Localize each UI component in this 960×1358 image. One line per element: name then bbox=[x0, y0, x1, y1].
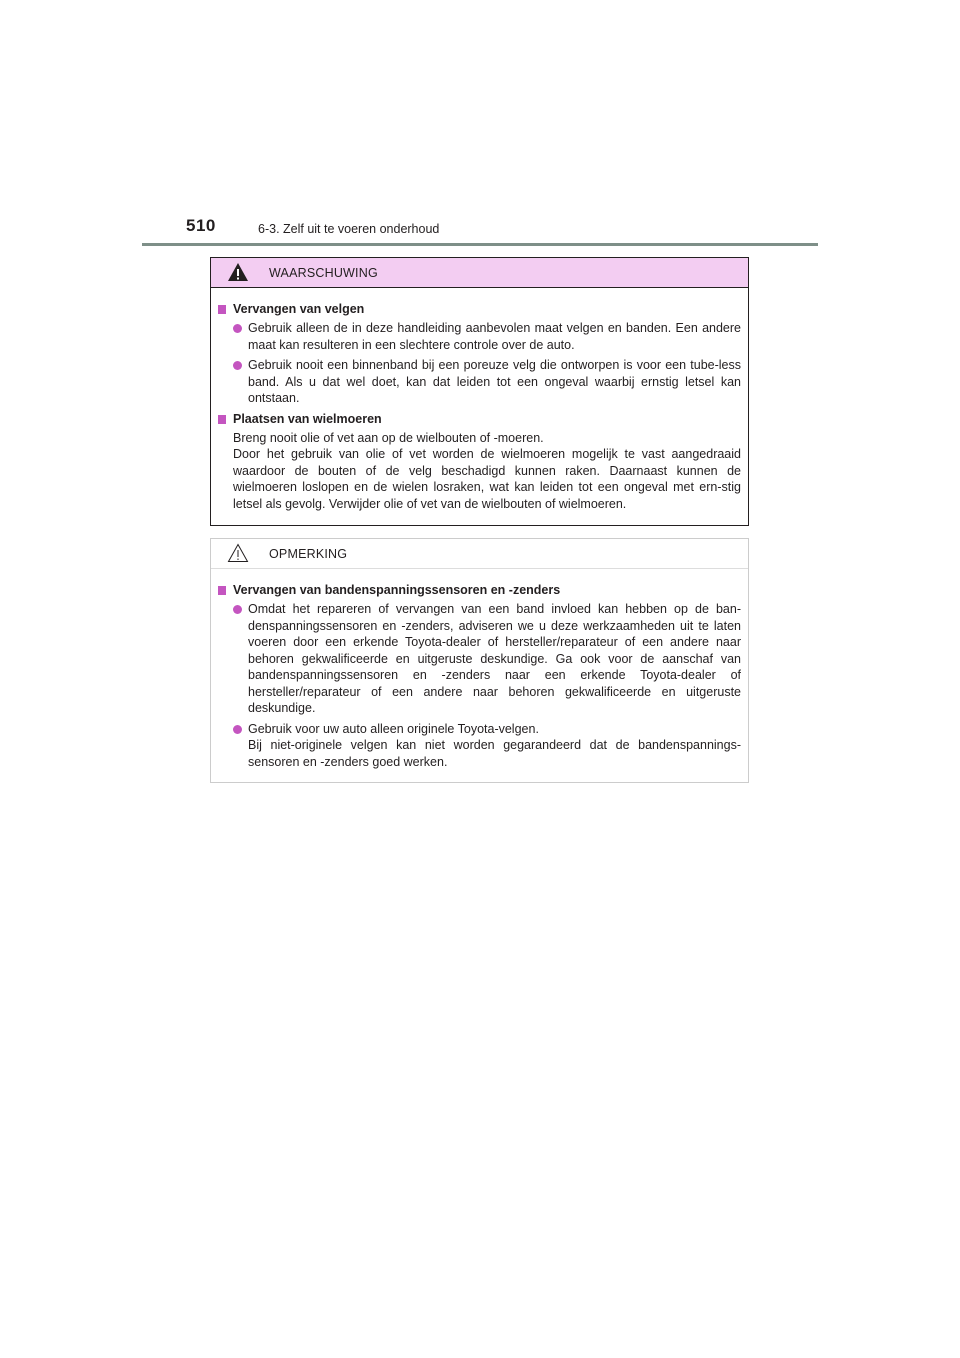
list-item bbox=[218, 320, 741, 353]
paragraph: Breng nooit olie of vet aan op de wielbouten of -moeren. bbox=[233, 430, 544, 445]
list-item bbox=[218, 601, 741, 717]
page-number: 510 bbox=[186, 216, 216, 235]
notice-header bbox=[211, 539, 748, 569]
notice-label: OPMERKING bbox=[269, 546, 348, 561]
round-bullet-icon bbox=[233, 725, 242, 734]
warning-section-title-text: Vervangen van velgen bbox=[233, 302, 365, 316]
round-bullet-icon bbox=[233, 361, 242, 370]
section-title: 6-3. Zelf uit te voeren onderhoud bbox=[258, 222, 440, 236]
caution-triangle-icon bbox=[227, 543, 249, 563]
warning-section-title bbox=[218, 411, 741, 428]
paragraph: Door het gebruik van olie of vet worden de wielmoeren mogelijk te vast aangedraaid waardoor de bouten of de velg beschadigd kunnen raken. Daarnaast kunnen de wielmoeren loslopen en de wielen losraken, wat kan leiden tot een ongeval met ern-stig letsel als gevolg. Verwijder olie of vet van de wielbouten of wielmoeren. bbox=[233, 447, 741, 511]
warning-header bbox=[211, 258, 748, 288]
warning-section-title bbox=[218, 301, 741, 318]
list-item bbox=[218, 721, 741, 771]
round-bullet-icon bbox=[233, 605, 242, 614]
warning-paragraphs bbox=[218, 430, 741, 513]
warning-body bbox=[211, 288, 748, 512]
warning-box bbox=[210, 257, 749, 526]
square-bullet-icon bbox=[218, 305, 226, 314]
warning-triangle-icon bbox=[227, 262, 249, 282]
notice-section-title bbox=[218, 582, 741, 599]
warning-label: WAARSCHUWING bbox=[269, 265, 378, 280]
round-bullet-icon bbox=[233, 324, 242, 333]
warning-section-title-text: Plaatsen van wielmoeren bbox=[233, 411, 382, 426]
list-item-text: Gebruik voor uw auto alleen originele Toyota-velgen. bbox=[248, 721, 539, 736]
notice-body bbox=[211, 569, 748, 770]
list-item bbox=[218, 357, 741, 407]
square-bullet-icon bbox=[218, 415, 226, 424]
notice-box bbox=[210, 538, 749, 783]
header-rule bbox=[142, 243, 818, 246]
notice-section-title-text: Vervangen van bandenspanningssensoren en -zenders bbox=[233, 583, 561, 597]
list-item-text: Omdat het repareren of vervangen van een band invloed kan hebben op de ban-denspanningssensoren en -zenders, adviseren we u deze werkzaamheden uit te laten voeren door een erkende Toyota-dealer of hersteller/reparateur of een andere naar behoren gekwalificeerde en uitgeruste deskundige. Ga ook voor de aanschaf van bandenspanningssensoren en -zenders naar een erkende Toyota-dealer of hersteller/reparateur of een andere naar behoren gekwalificeerde en uitgeruste deskundige. bbox=[248, 602, 741, 715]
list-item-text: Gebruik alleen de in deze handleiding aanbevolen maat velgen en banden. Een andere maat kan resulteren in een slechtere controle over de auto. bbox=[248, 321, 741, 352]
list-item-text: Bij niet-originele velgen kan niet worden gegarandeerd dat de bandenspannings-sensoren en -zenders goed werken. bbox=[248, 738, 741, 769]
list-item-text: Gebruik nooit een binnenband bij een poreuze velg die ontworpen is voor een tube-less band. Als u dat wel doet, kan dat leiden tot een ongeval waarbij ernstig letsel kan ontstaan. bbox=[248, 358, 741, 405]
square-bullet-icon bbox=[218, 586, 226, 595]
